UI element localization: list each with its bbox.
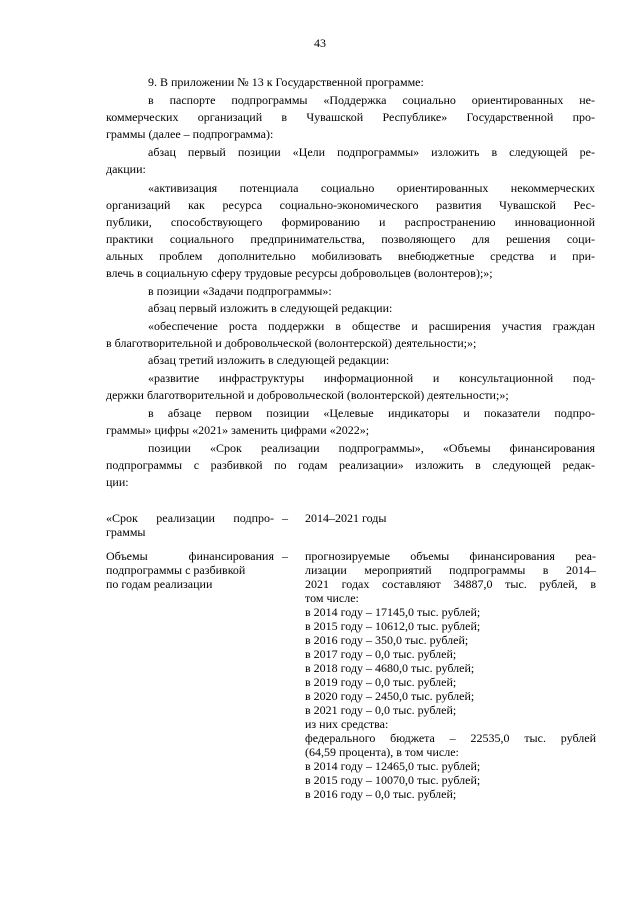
funding-line: в 2015 году – 10070,0 тыс. рублей; [305,773,481,787]
funding-line: том числе: [305,591,359,605]
funding-line: (64,59 процента), в том числе: [305,745,459,759]
funding-line: в 2014 году – 12465,0 тыс. рублей; [305,759,481,773]
funding-line: федерального бюджета – 22535,0 тыс. рублей [305,731,596,745]
funding-dash: – [282,549,288,563]
funding-line: в 2015 году – 10612,0 тыс. рублей; [305,619,481,633]
paragraph-line: влечь в социальную сферу трудовые ресурсы добровольцев (волонтеров);»; [106,266,493,280]
paragraph-line: практики социального предпринимательства, позволяющего для решения соци- [106,232,595,246]
funding-value [305,549,596,801]
funding-line: в 2014 году – 17145,0 тыс. рублей; [305,605,481,619]
paragraph-line: публики, способствующего формированию и распространению инновационной [106,215,595,229]
funding-line: в 2017 году – 0,0 тыс. рублей; [305,647,457,661]
funding-line: лизации мероприятий подпрограммы в 2014– [305,563,596,577]
funding-label [106,549,274,591]
funding-line: в 2016 году – 0,0 тыс. рублей; [305,787,457,801]
term-dash: – [282,511,288,525]
paragraph-line: абзац первый позиции «Цели подпрограммы» изложить в следующей ре- [148,145,595,159]
paragraph-line: в позиции «Задачи подпрограммы»: [148,284,332,298]
paragraph-line: 9. В приложении № 13 к Государственной программе: [148,75,424,89]
paragraph-line: подпрограммы с разбивкой по годам реализации» изложить в следующей редак- [106,458,595,472]
funding-line: в 2021 году – 0,0 тыс. рублей; [305,703,457,717]
paragraph-line: ции: [106,475,129,489]
paragraph-line: «обеспечение роста поддержки в обществе и расширения участия граждан [148,319,595,333]
paragraph-line: граммы (далее – подпрограмма): [106,127,274,141]
paragraph-line: «активизация потенциала социально ориентированных некоммерческих [148,181,595,195]
funding-line: из них средства: [305,717,389,731]
funding-label-line: подпрограммы с разбивкой [106,563,246,577]
funding-line: 2021 годах составляют 34887,0 тыс. рублей, в [305,577,596,591]
funding-line: в 2018 году – 4680,0 тыс. рублей; [305,661,475,675]
paragraph-line: абзац третий изложить в следующей редакции: [148,353,390,367]
paragraph-line: позиции «Срок реализации подпрограммы», «Объемы финансирования [148,441,595,455]
term-value: 2014–2021 годы [305,511,387,525]
paragraph-line: абзац первый изложить в следующей редакции: [148,301,393,315]
term-label-line: «Срок реализации подпро- [106,511,274,525]
funding-line: в 2016 году – 350,0 тыс. рублей; [305,633,469,647]
term-label-line: граммы [106,525,146,539]
funding-label-line: по годам реализации [106,577,213,591]
funding-line: в 2020 году – 2450,0 тыс. рублей; [305,689,475,703]
term-label [106,511,274,539]
paragraph-line: дакции: [106,162,146,176]
paragraph-line: альных проблем дополнительно мобилизовать внебюджетные средства и при- [106,249,595,263]
funding-line: прогнозируемые объемы финансирования реа- [305,549,596,563]
paragraph-line: в благотворительной и добровольческой (волонтерской) деятельности;»; [106,336,477,350]
paragraph-line: граммы» цифры «2021» заменить цифрами «2022»; [106,423,370,437]
paragraph-line: в абзаце первом позиции «Целевые индикаторы и показатели подпро- [148,406,595,420]
funding-line: в 2019 году – 0,0 тыс. рублей; [305,675,457,689]
paragraph-line: держки благотворительной и добровольческой (волонтерской) деятельности;»; [106,388,509,402]
paragraph-line: «развитие инфраструктуры информационной и консультационной под- [148,371,595,385]
paragraph-line: в паспорте подпрограммы «Поддержка социально ориентированных не- [148,93,595,107]
page-number: 43 [314,36,326,50]
paragraph-line: коммерческих организаций в Чувашской Республике» Государственной про- [106,110,595,124]
paragraph-line: организаций как ресурса социально-экономического развития Чувашской Рес- [106,198,595,212]
funding-label-line: Объемы финансирования [106,549,274,563]
